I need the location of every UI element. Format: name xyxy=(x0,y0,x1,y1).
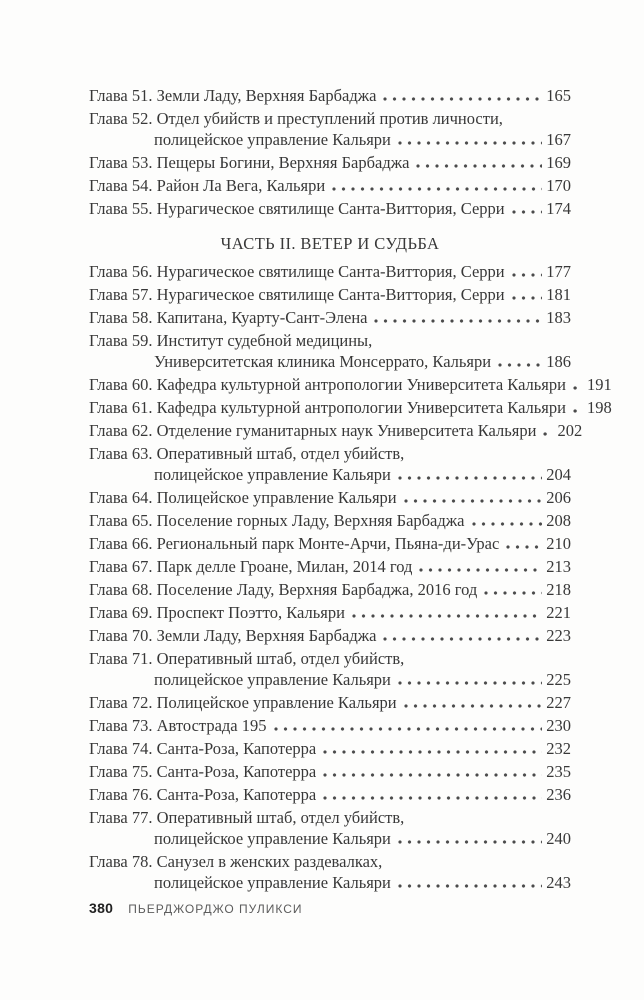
toc-entry xyxy=(89,487,571,508)
toc-entry xyxy=(89,175,571,196)
chapter-title-continuation: полицейское управление Кальяри xyxy=(154,130,391,149)
dot-leader xyxy=(573,386,583,390)
chapter-label: Глава 53. xyxy=(89,153,153,172)
toc-entry xyxy=(89,807,571,849)
chapter-title: Кафедра культурной антропологии Университета Кальяри xyxy=(156,398,566,417)
dot-leader xyxy=(374,319,542,323)
chapter-title: Оперативный штаб, отдел убийств, xyxy=(156,649,405,668)
toc-entry xyxy=(89,533,571,554)
page-number: 186 xyxy=(546,352,571,371)
page-number: 230 xyxy=(546,716,571,735)
chapter-label: Глава 59. xyxy=(89,331,153,350)
dot-leader xyxy=(332,187,542,191)
page-number: 198 xyxy=(586,398,612,417)
chapter-title: Парк делле Гроане, Милан, 2014 год xyxy=(156,557,413,576)
chapter-title: Нурагическое святилище Санта-Виттория, Серри xyxy=(156,262,505,281)
chapter-title-continuation: полицейское управление Кальяри xyxy=(154,465,391,484)
dot-leader xyxy=(506,545,542,549)
chapter-label: Глава 58. xyxy=(89,308,153,327)
page-number: 221 xyxy=(546,603,571,622)
toc-entry xyxy=(89,85,571,106)
chapter-label: Глава 76. xyxy=(89,785,153,804)
dot-leader xyxy=(383,97,542,101)
dot-leader xyxy=(498,363,542,367)
page-number: 181 xyxy=(546,285,571,304)
chapter-label: Глава 74. xyxy=(89,739,153,758)
dot-leader xyxy=(398,141,542,145)
page-number: 243 xyxy=(546,873,571,892)
chapter-title: Полицейское управление Кальяри xyxy=(156,693,397,712)
chapter-label: Глава 72. xyxy=(89,693,153,712)
page-number: 223 xyxy=(546,626,571,645)
chapter-title: Земли Ладу, Верхняя Барбаджа xyxy=(156,86,377,105)
dot-leader xyxy=(573,409,583,413)
chapter-title: Капитана, Куарту-Сант-Элена xyxy=(156,308,368,327)
toc-entry xyxy=(89,579,571,600)
chapter-label: Глава 67. xyxy=(89,557,153,576)
page-number: 236 xyxy=(546,785,571,804)
toc-entry xyxy=(89,374,612,395)
chapter-label: Глава 61. xyxy=(89,398,153,417)
dot-leader xyxy=(472,522,543,526)
dot-leader xyxy=(352,614,542,618)
page-number: 202 xyxy=(557,421,583,440)
chapter-title: Оперативный штаб, отдел убийств, xyxy=(156,444,405,463)
dot-leader xyxy=(323,750,542,754)
dot-leader xyxy=(398,884,542,888)
chapter-title: Поселение горных Ладу, Верхняя Барбаджа xyxy=(156,511,465,530)
chapter-label: Глава 56. xyxy=(89,262,153,281)
page-number: 232 xyxy=(546,739,571,758)
toc-entry xyxy=(89,510,571,531)
chapter-title: Отделение гуманитарных наук Университета Кальяри xyxy=(156,421,537,440)
chapter-title: Отдел убийств и преступлений против личности, xyxy=(156,109,503,128)
toc-entry xyxy=(89,715,571,736)
toc-entry xyxy=(89,556,571,577)
dot-leader xyxy=(512,273,543,277)
chapter-title: Проспект Поэтто, Кальяри xyxy=(156,603,345,622)
chapter-label: Глава 70. xyxy=(89,626,153,645)
chapter-title: Автострада 195 xyxy=(156,716,267,735)
dot-leader xyxy=(383,637,542,641)
dot-leader xyxy=(543,432,553,436)
toc-entry xyxy=(89,692,571,713)
chapter-title: Санузел в женских раздевалках, xyxy=(156,852,383,871)
toc-entry xyxy=(89,108,571,150)
page-number: 170 xyxy=(546,176,571,195)
toc-entry xyxy=(89,152,571,173)
chapter-title: Район Ла Вега, Кальяри xyxy=(156,176,326,195)
page-number: 177 xyxy=(546,262,571,281)
page-number: 204 xyxy=(546,465,571,484)
chapter-title: Институт судебной медицины, xyxy=(156,331,373,350)
chapter-title: Поселение Ладу, Верхняя Барбаджа, 2016 год xyxy=(156,580,478,599)
chapter-title: Санта-Роза, Капотерра xyxy=(156,739,317,758)
toc-entry xyxy=(89,307,571,328)
chapter-title: Региональный парк Монте-Арчи, Пьяна-ди-Урас xyxy=(156,534,500,553)
page-number: 240 xyxy=(546,829,571,848)
chapter-title-continuation: полицейское управление Кальяри xyxy=(154,873,391,892)
chapter-label: Глава 63. xyxy=(89,444,153,463)
toc-entry xyxy=(89,443,571,485)
dot-leader xyxy=(404,704,543,708)
folio-page-number: 380 xyxy=(89,900,114,916)
chapter-label: Глава 73. xyxy=(89,716,153,735)
toc-entry xyxy=(89,261,571,282)
part-heading: ЧАСТЬ II. ВЕТЕР И СУДЬБА xyxy=(220,234,440,253)
dot-leader xyxy=(512,210,543,214)
chapter-title-continuation: полицейское управление Кальяри xyxy=(154,670,391,689)
chapter-label: Глава 64. xyxy=(89,488,153,507)
toc-entry xyxy=(89,648,571,690)
chapter-title: Санта-Роза, Капотерра xyxy=(156,785,317,804)
page-number: 191 xyxy=(586,375,612,394)
toc-entry xyxy=(89,330,571,372)
page-number: 235 xyxy=(546,762,571,781)
chapter-label: Глава 52. xyxy=(89,109,153,128)
chapter-label: Глава 78. xyxy=(89,852,153,871)
dot-leader xyxy=(323,773,542,777)
chapter-label: Глава 62. xyxy=(89,421,153,440)
chapter-label: Глава 54. xyxy=(89,176,153,195)
toc-entry xyxy=(89,625,571,646)
chapter-label: Глава 60. xyxy=(89,375,153,394)
page-number: 213 xyxy=(546,557,571,576)
dot-leader xyxy=(398,681,542,685)
page-number: 165 xyxy=(546,86,571,105)
toc-entry xyxy=(89,738,571,759)
page-number: 183 xyxy=(546,308,571,327)
page-number: 208 xyxy=(546,511,571,530)
chapter-label: Глава 77. xyxy=(89,808,153,827)
chapter-title: Санта-Роза, Капотерра xyxy=(156,762,317,781)
chapter-title: Земли Ладу, Верхняя Барбаджа xyxy=(156,626,377,645)
chapter-label: Глава 66. xyxy=(89,534,153,553)
chapter-title: Полицейское управление Кальяри xyxy=(156,488,397,507)
dot-leader xyxy=(404,499,543,503)
chapter-label: Глава 57. xyxy=(89,285,153,304)
chapter-label: Глава 68. xyxy=(89,580,153,599)
dot-leader xyxy=(419,568,542,572)
page-number: 169 xyxy=(546,153,571,172)
toc-entry xyxy=(89,851,571,893)
chapter-title: Нурагическое святилище Санта-Виттория, Серри xyxy=(156,285,505,304)
dot-leader xyxy=(512,296,543,300)
toc-entry xyxy=(89,397,612,418)
chapter-title-continuation: Университетская клиника Монсеррато, Кальяри xyxy=(154,352,492,371)
toc-entry xyxy=(89,198,571,219)
page-number: 167 xyxy=(546,130,571,149)
dot-leader xyxy=(323,796,542,800)
chapter-label: Глава 65. xyxy=(89,511,153,530)
chapter-title: Нурагическое святилище Санта-Виттория, Серри xyxy=(156,199,505,218)
chapter-label: Глава 75. xyxy=(89,762,153,781)
table-of-contents xyxy=(89,85,612,895)
toc-entry xyxy=(89,784,571,805)
running-header-author: ПЬЕРДЖОРДЖО ПУЛИКСИ xyxy=(128,902,303,916)
page-number: 225 xyxy=(546,670,571,689)
toc-entry xyxy=(89,420,583,441)
chapter-label: Глава 51. xyxy=(89,86,153,105)
dot-leader xyxy=(274,727,543,731)
page-number: 206 xyxy=(546,488,571,507)
toc-entry xyxy=(89,602,571,623)
dot-leader xyxy=(484,591,542,595)
chapter-label: Глава 55. xyxy=(89,199,153,218)
page-number: 210 xyxy=(546,534,571,553)
chapter-label: Глава 69. xyxy=(89,603,153,622)
chapter-title: Оперативный штаб, отдел убийств, xyxy=(156,808,405,827)
page-footer xyxy=(89,900,571,916)
dot-leader xyxy=(416,164,542,168)
dot-leader xyxy=(398,840,542,844)
page-number: 174 xyxy=(546,199,571,218)
chapter-label: Глава 71. xyxy=(89,649,153,668)
chapter-title: Пещеры Богини, Верхняя Барбаджа xyxy=(156,153,410,172)
toc-entry xyxy=(89,284,571,305)
chapter-title-continuation: полицейское управление Кальяри xyxy=(154,829,391,848)
page-number: 218 xyxy=(546,580,571,599)
toc-entry xyxy=(89,761,571,782)
dot-leader xyxy=(398,476,542,480)
chapter-title: Кафедра культурной антропологии Университета Кальяри xyxy=(156,375,566,394)
page-number: 227 xyxy=(546,693,571,712)
